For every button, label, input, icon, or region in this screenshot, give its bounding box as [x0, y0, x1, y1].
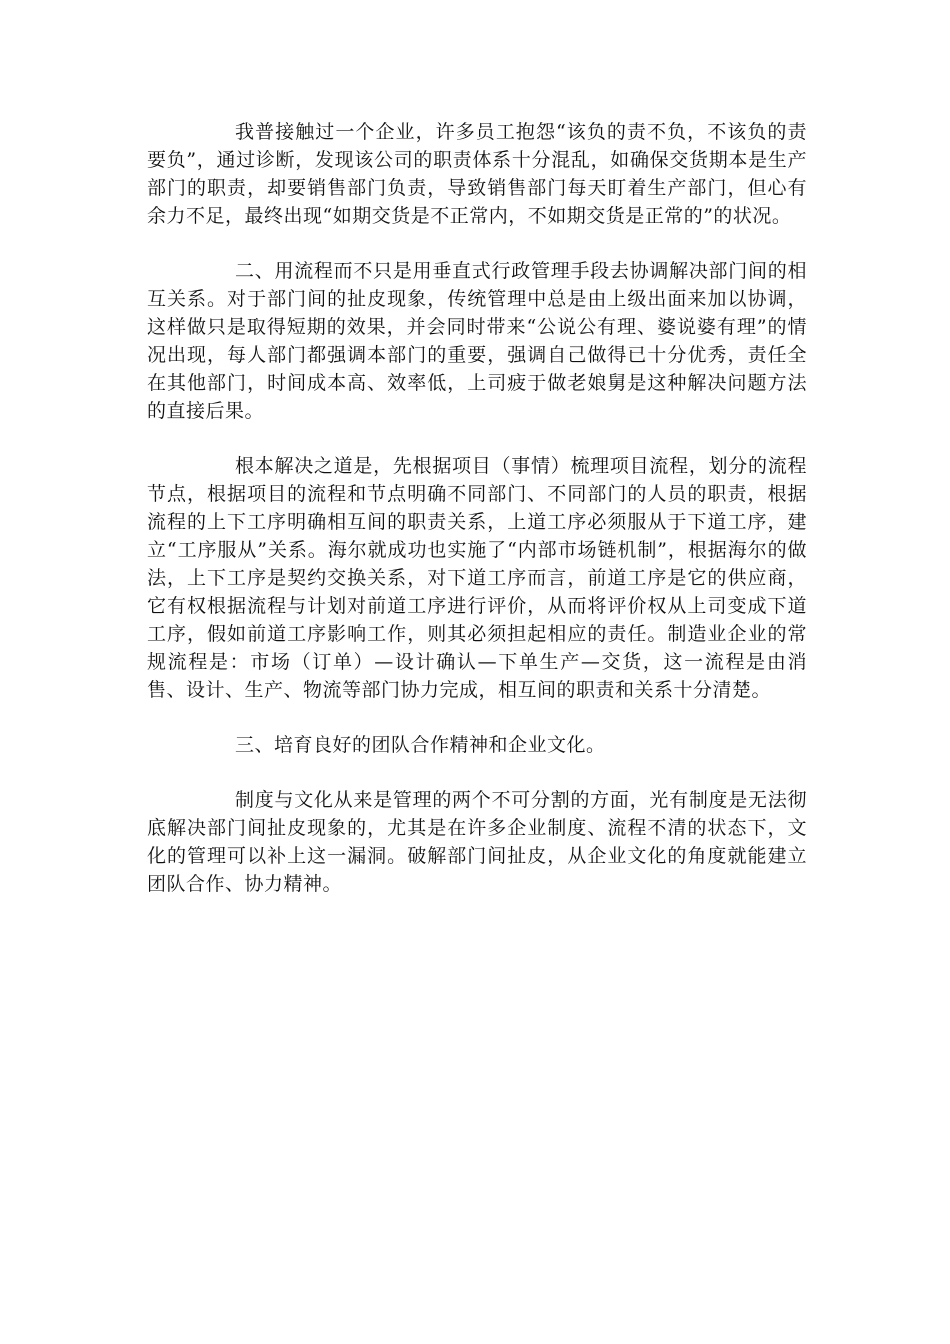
- paragraph-gap: [147, 425, 807, 452]
- paragraph-3: 根本解决之道是，先根据项目（事情）梳理项目流程，划分的流程节点，根据项目的流程和节点明确不同部门、不同部门的人员的职责，根据流程的上下工序明确相互间的职责关系，上道工序必须服从于下道工序，建立“工序服从”关系。海尔就成功也实施了“内部市场链机制”，根据海尔的做法，上下工序是契约交换关系，对下道工序而言，前道工序是它的供应商，它有权根据流程与计划对前道工序进行评价，从而将评价权从上司变成下道工序，假如前道工序影响工作，则其必须担起相应的责任。制造业企业的常规流程是：市场（订单）—设计确认—下单生产—交货，这一流程是由消售、设计、生产、物流等部门协力完成，相互间的职责和关系十分清楚。: [147, 455, 807, 701]
- document-body: [147, 118, 807, 898]
- section-heading-3: 三、培育良好的团队合作精神和企业文化。: [235, 734, 606, 756]
- paragraph-2: 二、用流程而不只是用垂直式行政管理手段去协调解决部门间的相互关系。对于部门间的扯皮现象，传统管理中总是由上级出面来加以协调，这样做只是取得短期的效果，并会同时带来“公说公有理、婆说婆有理”的情况出现，每人部门都强调本部门的重要，强调自己做得已十分优秀，责任全在其他部门，时间成本高、效率低，上司疲于做老娘舅是这种解决问题方法的直接后果。: [147, 260, 807, 422]
- paragraph-gap: [147, 704, 807, 731]
- paragraph-5: 制度与文化从来是管理的两个不可分割的方面，光有制度是无法彻底解决部门间扯皮现象的，尤其是在许多企业制度、流程不清的状态下，文化的管理可以补上这一漏洞。破解部门间扯皮，从企业文化的角度就能建立团队合作、协力精神。: [147, 789, 807, 895]
- paragraph-1: 我普接触过一个企业，许多员工抱怨“该负的责不负，不该负的责要负”，通过诊断，发现该公司的职责体系十分混乱，如确保交货期本是生产部门的职责，却要销售部门负责，导致销售部门每天盯着生产部门，但心有余力不足，最终出现“如期交货是不正常内，不如期交货是正常的”的状况。: [147, 121, 807, 227]
- paragraph-gap: [147, 759, 807, 786]
- paragraph-gap: [147, 230, 807, 257]
